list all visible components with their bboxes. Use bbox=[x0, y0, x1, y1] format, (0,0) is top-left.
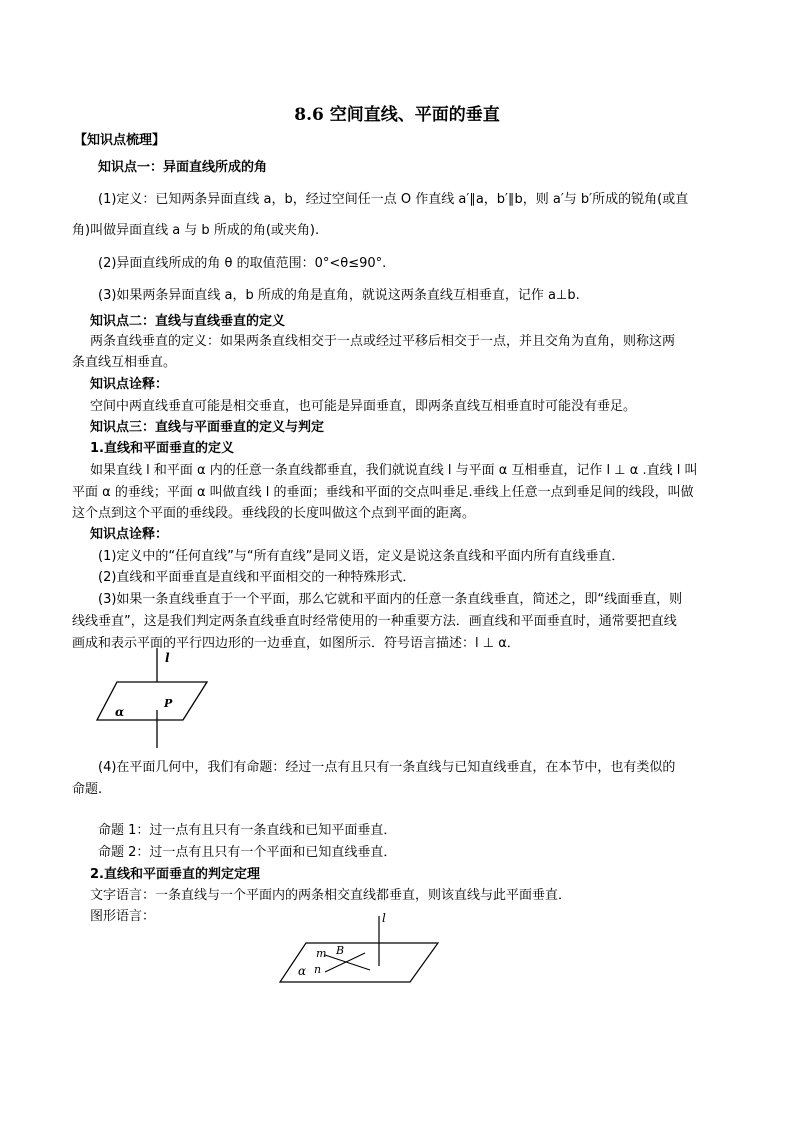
kp1-heading: 知识点一：异面直线所成的角 bbox=[98, 160, 268, 175]
kp1-angle-range: (2)异面直线所成的角 θ 的取值范围：0°<θ≤90°. bbox=[98, 256, 387, 271]
kp3-note-3-line2: 线线垂直”，这是我们判定两条直线垂直时经常使用的一种重要方法．画直线和平面垂直时，通常要把直线 bbox=[72, 614, 677, 629]
kp2-note-heading: 知识点诠释： bbox=[90, 377, 169, 392]
kp3-subheading-1: 1.直线和平面垂直的定义 bbox=[90, 441, 234, 456]
fig1-label-p: P bbox=[164, 697, 173, 710]
kp3-definition-line3: 这个点到这个平面的垂线段。垂线段的长度叫做这个点到平面的距离。 bbox=[72, 506, 476, 521]
kp3-subheading-2: 2.直线和平面垂直的判定定理 bbox=[90, 867, 260, 882]
kp3-definition-line1: 如果直线 l 和平面 α 内的任意一条直线都垂直，我们就说直线 l 与平面 α 互相垂直，记作 l ⊥ α .直线 l 叫 bbox=[90, 463, 698, 478]
figure-line-perpendicular-plane bbox=[95, 648, 215, 748]
section-header: 【知识点梳理】 bbox=[74, 133, 166, 148]
kp3-definition-line2: 平面 α 的垂线；平面 α 叫做直线 l 的垂面；垂线和平面的交点叫垂足.垂线上任意一点到垂足间的线段，叫做 bbox=[72, 485, 694, 500]
kp3-graph-language: 图形语言： bbox=[90, 909, 156, 924]
kp2-heading: 知识点二：直线与直线垂直的定义 bbox=[90, 314, 286, 329]
fig2-label-alpha: α bbox=[298, 964, 307, 978]
figure-perpendicular-theorem bbox=[278, 910, 443, 985]
kp2-definition-line1: 两条直线垂直的定义：如果两条直线相交于一点或经过平移后相交于一点，并且交角为直角，则称这两 bbox=[90, 334, 676, 349]
kp2-note: 空间中两直线垂直可能是相交垂直，也可能是异面垂直，即两条直线互相垂直时可能没有垂足。 bbox=[90, 399, 637, 414]
kp3-note-heading: 知识点诠释： bbox=[90, 527, 169, 542]
kp3-note-1: (1)定义中的“任何直线”与“所有直线”是同义语，定义是说这条直线和平面内所有直线垂直． bbox=[98, 549, 625, 564]
fig2-label-n: n bbox=[314, 963, 322, 976]
fig2-label-l: l bbox=[382, 911, 386, 925]
kp3-heading: 知识点三：直线与平面垂直的定义与判定 bbox=[90, 420, 325, 435]
kp3-note-2: (2)直线和平面垂直是直线和平面相交的一种特殊形式． bbox=[98, 570, 416, 585]
kp3-note-4-line2: 命题. bbox=[72, 782, 103, 797]
kp3-note-3-line3: 画成和表示平面的平行四边形的一边垂直，如图所示．符号语言描述：l ⊥ α． bbox=[72, 636, 520, 651]
page-title: 8.6 空间直线、平面的垂直 bbox=[294, 105, 500, 125]
fig2-line-m bbox=[325, 955, 370, 970]
fig2-label-b: B bbox=[336, 944, 345, 957]
kp1-definition-line2: 角)叫做异面直线 a 与 b 所成的角(或夹角). bbox=[72, 223, 320, 238]
fig2-line-n bbox=[325, 953, 365, 972]
proposition-1: 命题 1：过一点有且只有一条直线和已知平面垂直． bbox=[98, 823, 397, 838]
kp3-note-4-line1: (4)在平面几何中，我们有命题：经过一点有且只有一条直线与已知直线垂直，在本节中，也有类似的 bbox=[98, 760, 676, 775]
fig1-label-l: l bbox=[165, 651, 170, 665]
proposition-2: 命题 2：过一点有且只有一个平面和已知直线垂直． bbox=[98, 845, 397, 860]
kp1-definition-line1: (1)定义：已知两条异面直线 a，b，经过空间任一点 O 作直线 a′∥a，b′∥b，则 a′与 b′所成的锐角(或直 bbox=[98, 192, 689, 207]
fig1-label-alpha: α bbox=[115, 705, 125, 719]
kp3-text-language: 文字语言：一条直线与一个平面内的两条相交直线都垂直，则该直线与此平面垂直． bbox=[90, 888, 572, 903]
kp2-definition-line2: 条直线互相垂直。 bbox=[72, 355, 177, 370]
fig1-plane bbox=[97, 682, 207, 720]
kp3-note-3-line1: (3)如果一条直线垂直于一个平面，那么它就和平面内的任意一条直线垂直，简述之，即“线面垂直，则 bbox=[98, 592, 683, 607]
fig2-label-m: m bbox=[316, 947, 327, 960]
kp1-perpendicular: (3)如果两条异面直线 a，b 所成的角是直角，就说这两条直线互相垂直，记作 a⊥b. bbox=[98, 288, 580, 303]
